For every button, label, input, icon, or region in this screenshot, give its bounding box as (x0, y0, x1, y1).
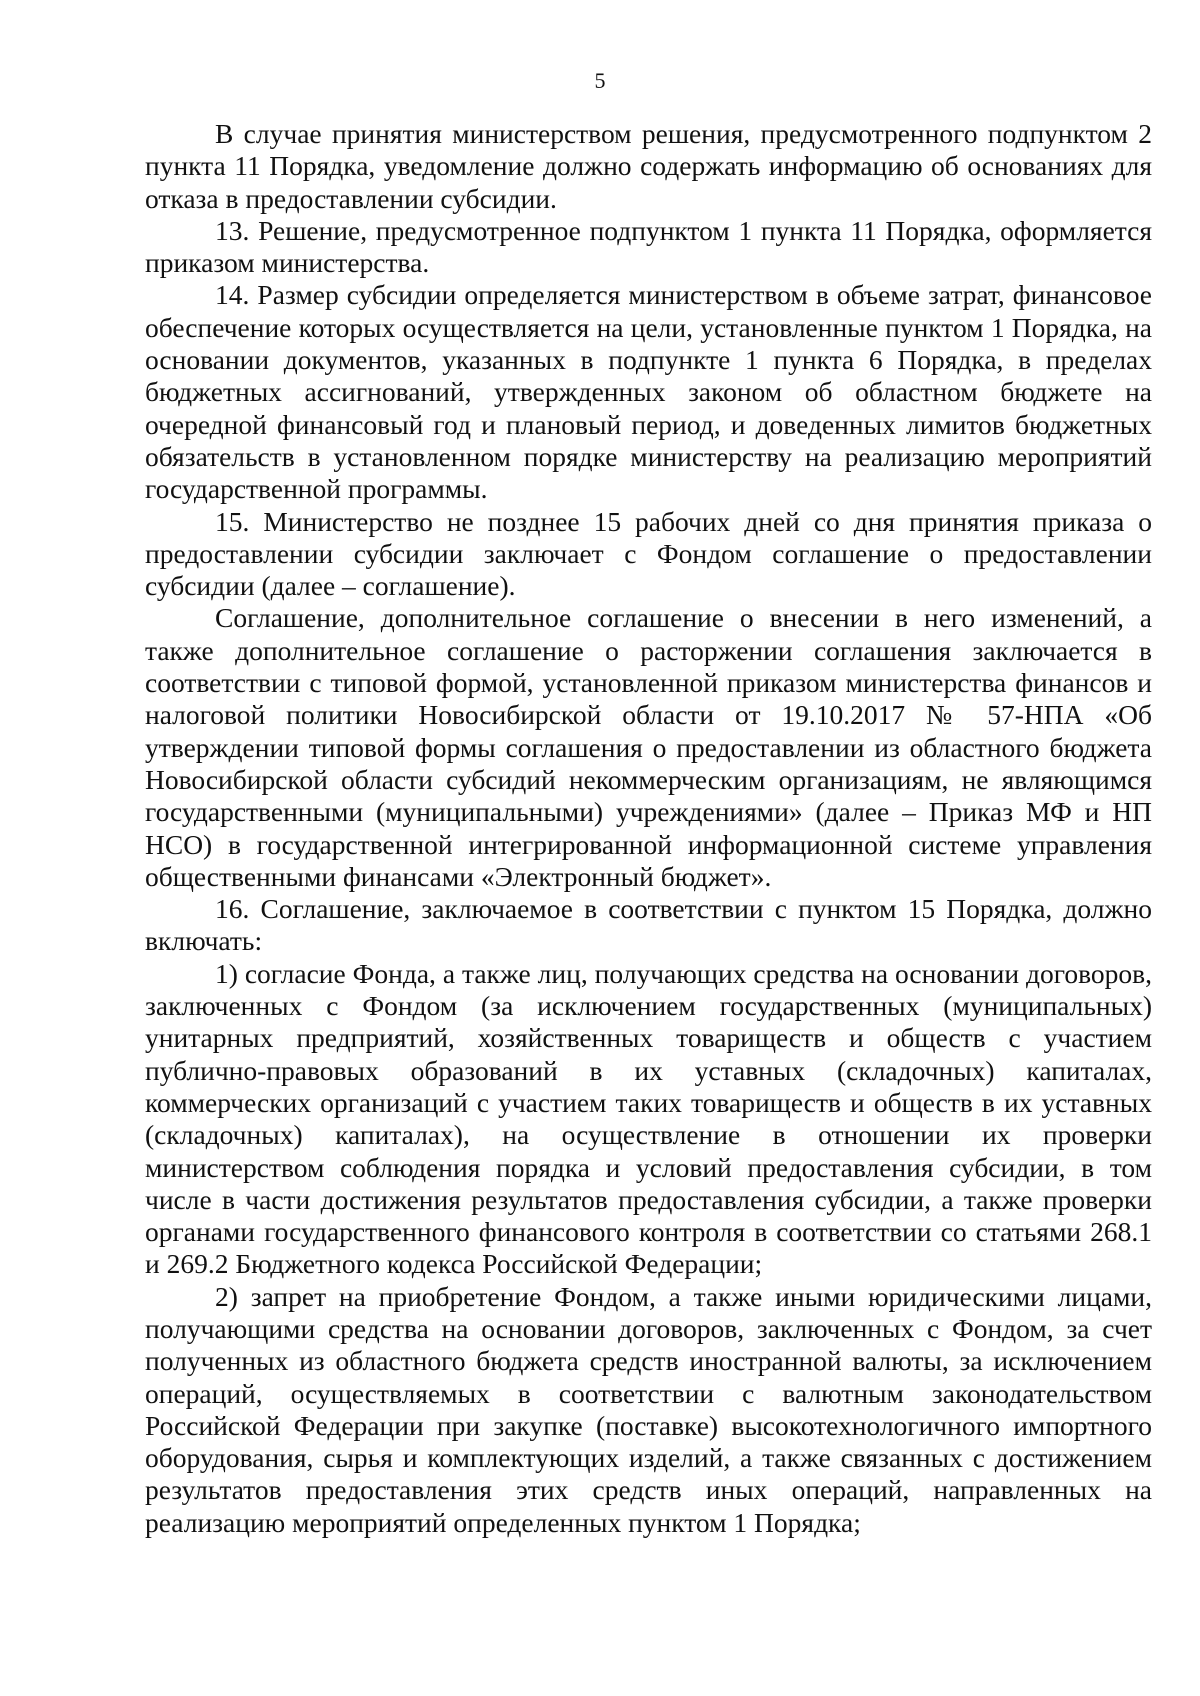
document-body (145, 118, 1152, 1539)
paragraph-13: 13. Решение, предусмотренное подпунктом 1 пункта 11 Порядка, оформляется приказом министерства. (145, 214, 1152, 279)
page-number: 5 (594, 68, 606, 93)
paragraph-refusal-notice: В случае принятия министерством решения, предусмотренного подпунктом 2 пункта 11 Порядка, уведомление должно содержать информацию об основаниях для отказа в предоставлении субсидии. (145, 118, 1152, 214)
paragraph-14: 14. Размер субсидии определяется министерством в объеме затрат, финансовое обеспечение которых осуществляется на цели, установленные пунктом 1 Порядка, на основании документов, указанных в подпункте 1 пункта 6 Порядка, в пределах бюджетных ассигнований, утвержденных законом об областном бюджете на очередной финансовый год и плановый период, и доведенных лимитов бюджетных обязательств в установленном порядке министерству на реализацию мероприятий государственной программы. (145, 279, 1152, 505)
paragraph-15: 15. Министерство не позднее 15 рабочих дней со дня принятия приказа о предоставлении субсидии заключает с Фондом соглашение о предоставлении субсидии (далее – соглашение). (145, 505, 1152, 602)
paragraph-16: 16. Соглашение, заключаемое в соответствии с пунктом 15 Порядка, должно включать: (145, 893, 1152, 957)
paragraph-16-item-1: 1) согласие Фонда, а также лиц, получающих средства на основании договоров, заключенных с Фондом (за исключением государственных (муниципальных) унитарных предприятий, хозяйственных товариществ и обществ с участием публично-правовых образований в их уставных (складочных) капиталах, коммерческих организаций с участием таких товариществ и обществ в их уставных (складочных) капиталах), на осуществление в отношении их проверки министерством соблюдения порядка и условий предоставления субсидии, в том числе в части достижения результатов предоставления субсидии, а также проверки органами государственного финансового контроля в соответствии со статьями 268.1 и 269.2 Бюджетного кодекса Российской Федерации; (145, 957, 1152, 1280)
paragraph-16-item-2: 2) запрет на приобретение Фондом, а также иными юридическими лицами, получающими средства на основании договоров, заключенных с Фондом, за счет полученных из областного бюджета средств иностранной валюты, за исключением операций, осуществляемых в соответствии с валютным законодательством Российской Федерации при закупке (поставке) высокотехнологичного импортного оборудования, сырья и комплектующих изделий, а также связанных с достижением результатов предоставления этих средств иных операций, направленных на реализацию мероприятий определенных пунктом 1 Порядка; (145, 1280, 1152, 1538)
paragraph-agreement-form: Соглашение, дополнительное соглашение о внесении в него изменений, а также дополнительное соглашение о расторжении соглашения заключается в соответствии с типовой формой, установленной приказом министерства финансов и налоговой политики Новосибирской области от 19.10.2017 № 57-НПА «Об утверждении типовой формы соглашения о предоставлении из областного бюджета Новосибирской области субсидий некоммерческим организациям, не являющимся государственными (муниципальными) учреждениями» (далее – Приказ МФ и НП НСО) в государственной интегрированной информационной системе управления общественными финансами «Электронный бюджет». (145, 602, 1152, 892)
